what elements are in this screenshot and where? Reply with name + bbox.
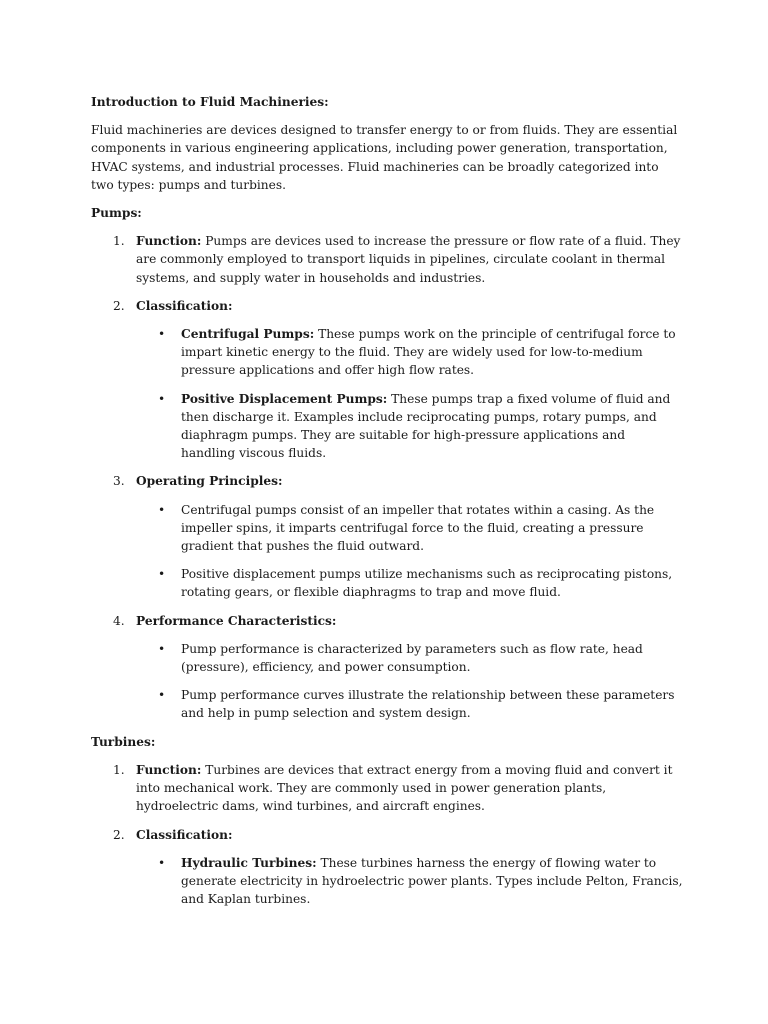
item-text: These turbines harness the energy of flowing water to generate electricity in hydroelectric power plants. Types include Pelton, Francis, and Kaplan turbines. — [181, 855, 683, 907]
turbines-item-classification — [91, 826, 683, 909]
turbines-list — [91, 761, 683, 908]
pumps-list — [91, 232, 683, 722]
item-label: Classification: — [136, 298, 233, 313]
bullet-icon: • — [158, 502, 166, 517]
bullet-list — [136, 854, 683, 909]
bullet-icon: • — [158, 567, 166, 582]
item-text: Centrifugal pumps consist of an impeller that rotates within a casing. As the impeller spins, it imparts centrifugal force to the fluid, creating a pressure gradient that pushes the fluid outward. — [181, 502, 655, 554]
item-text: Pumps are devices used to increase the pressure or flow rate of a fluid. They are commonly employed to transport liquids in pipelines, circulate coolant in thermal systems, and supply water in households and industries. — [136, 234, 681, 285]
item-text: These pumps work on the principle of centrifugal force to impart kinetic energy to the fluid. They are widely used for low-to-medium pressure applications and offer high flow rates. — [181, 327, 676, 378]
item-label: Centrifugal Pumps: — [181, 327, 315, 342]
list-number: 3. — [113, 474, 125, 489]
item-text: Pump performance curves illustrate the relationship between these parameters and help in pump selection and system design. — [181, 688, 675, 721]
item-label: Performance Characteristics: — [136, 613, 337, 628]
document-body — [91, 93, 683, 918]
intro-paragraph: Fluid machineries are devices designed to transfer energy to or from fluids. They are essential components in various engineering applications, including power generation, transportation, HVAC systems, and industrial processes. Fluid machineries can be broadly categorized into two types: pumps and turbines. — [91, 123, 678, 192]
item-label: Positive Displacement Pumps: — [181, 391, 388, 406]
list-item — [136, 854, 683, 909]
item-label: Operating Principles: — [136, 474, 283, 489]
list-item — [136, 325, 683, 380]
list-number: 2. — [113, 298, 125, 313]
list-item — [136, 565, 683, 601]
list-number: 2. — [113, 827, 125, 842]
pumps-item-classification — [91, 297, 683, 463]
bullet-icon: • — [158, 327, 166, 342]
bullet-icon: • — [158, 391, 166, 406]
item-text: Positive displacement pumps utilize mechanisms such as reciprocating pistons, rotating gears, or flexible diaphragms to trap and move fluid. — [181, 567, 673, 600]
list-number: 1. — [113, 234, 125, 249]
list-number: 1. — [113, 762, 125, 777]
section-heading-turbines: Turbines: — [91, 734, 156, 749]
list-item — [136, 501, 683, 556]
list-number: 4. — [113, 613, 125, 628]
bullet-icon: • — [158, 855, 166, 870]
list-item — [136, 640, 683, 676]
list-item — [136, 686, 683, 722]
bullet-icon: • — [158, 641, 166, 656]
item-text: Turbines are devices that extract energy from a moving fluid and convert it into mechanical work. They are commonly used in power generation plants, hydroelectric dams, wind turbines, and aircraft engines. — [136, 762, 673, 814]
item-text: Pump performance is characterized by parameters such as flow rate, head (pressure), efficiency, and power consumption. — [181, 641, 643, 675]
list-item — [136, 390, 683, 463]
pumps-item-function — [91, 232, 683, 287]
section-heading-pumps: Pumps: — [91, 206, 142, 221]
item-text: These pumps trap a fixed volume of fluid and then discharge it. Examples include reciprocating pumps, rotary pumps, and diaphragm pumps. They are suitable for high-pressure applications and handling viscous fluids. — [181, 391, 671, 461]
pumps-item-performance — [91, 612, 683, 723]
item-label: Hydraulic Turbines: — [181, 855, 317, 870]
pumps-item-operating-principles — [91, 472, 683, 601]
bullet-list — [136, 501, 683, 602]
bullet-list — [136, 325, 683, 462]
item-label: Function: — [136, 762, 202, 777]
bullet-icon: • — [158, 688, 166, 703]
item-label: Function: — [136, 234, 202, 249]
turbines-item-function — [91, 761, 683, 816]
bullet-list — [136, 640, 683, 723]
document-title: Introduction to Fluid Machineries: — [91, 95, 329, 109]
item-label: Classification: — [136, 827, 233, 842]
